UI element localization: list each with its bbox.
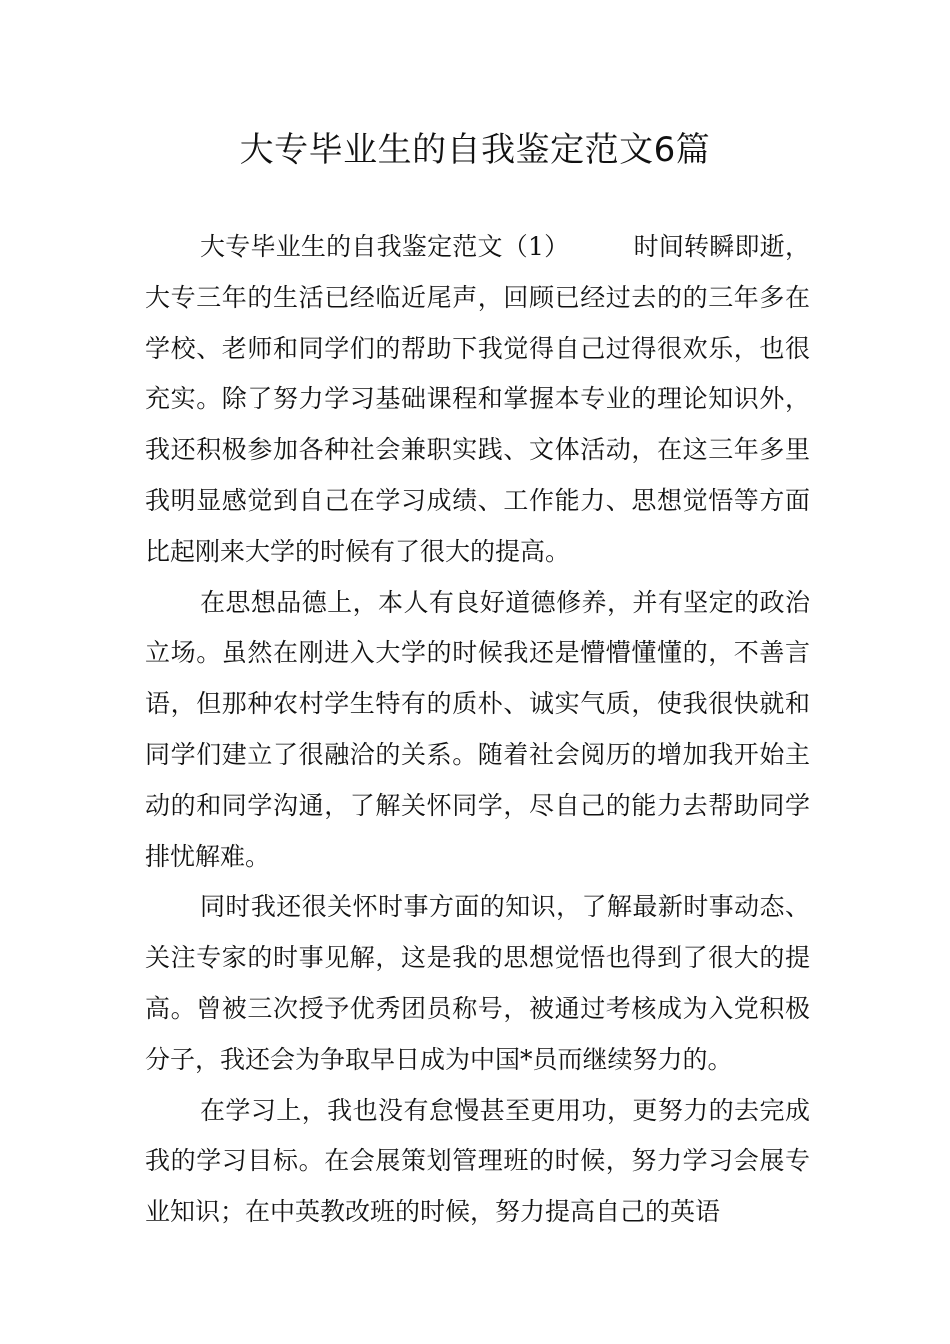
document-body	[145, 222, 810, 1238]
paragraph-3: 同时我还很关怀时事方面的知识，了解最新时事动态、关注专家的时事见解，这是我的思想觉悟也得到了很大的提高。曾被三次授予优秀团员称号，被通过考核成为入党积极分子，我还会为争取早日成为中国*员而继续努力的。	[145, 892, 810, 1074]
section-heading: 大专毕业生的自我鉴定范文（1）	[200, 232, 570, 261]
paragraph-4: 在学习上，我也没有怠慢甚至更用功，更努力的去完成我的学习目标。在会展策划管理班的时候，努力学习会展专业知识；在中英教改班的时候，努力提高自己的英语	[145, 1095, 810, 1227]
paragraph-1-text: 时间转瞬即逝，大专三年的生活已经临近尾声，回顾已经过去的的三年多在学校、老师和同学们的帮助下我觉得自己过得很欢乐，也很充实。除了努力学习基础课程和掌握本专业的理论知识外，我还积极参加各种社会兼职实践、文体活动，在这三年多里我明显感觉到自己在学习成绩、工作能力、思想觉悟等方面比起刚来大学的时候有了很大的提高。	[145, 232, 810, 566]
document-title: 大专毕业生的自我鉴定范文6篇	[239, 130, 711, 170]
paragraph-1	[145, 222, 810, 578]
paragraph-2: 在思想品德上，本人有良好道德修养，并有坚定的政治立场。虽然在刚进入大学的时候我还是懵懵懂懂的，不善言语，但那种农村学生特有的质朴、诚实气质，使我很快就和同学们建立了很融洽的关系。随着社会阅历的增加我开始主动的和同学沟通，了解关怀同学，尽自己的能力去帮助同学排忧解难。	[145, 587, 810, 871]
